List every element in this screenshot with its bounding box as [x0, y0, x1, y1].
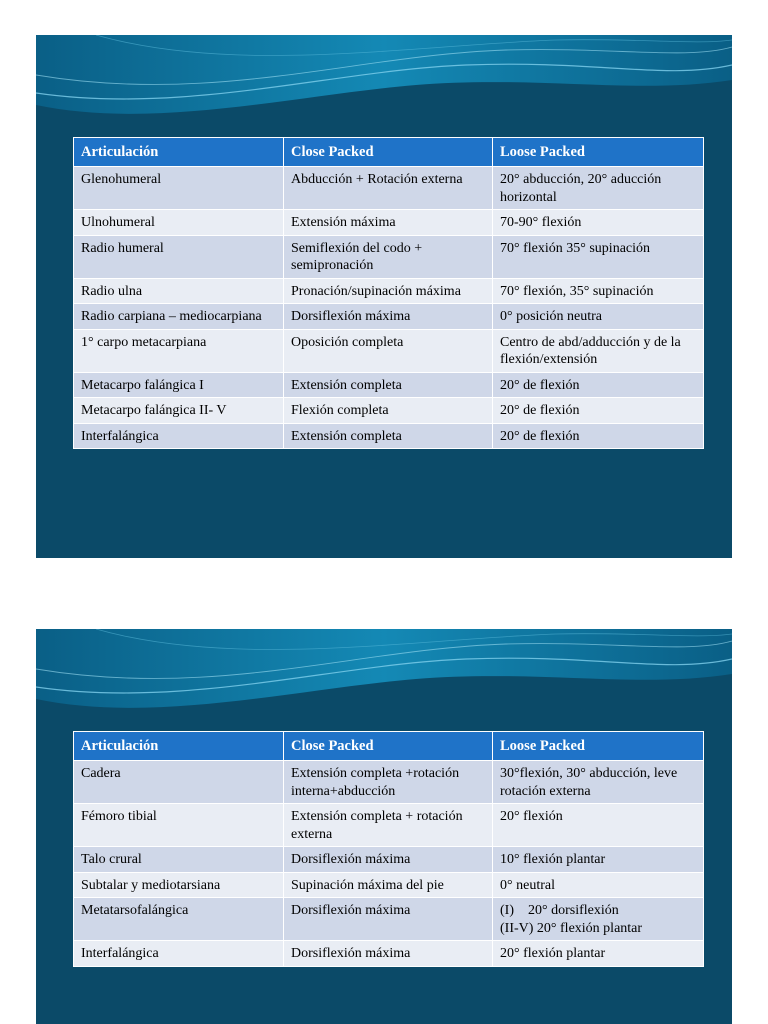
- close-packed-cell: Extensión completa + rotación externa: [284, 804, 493, 847]
- close-packed-cell: Extensión completa +rotación interna+abducción: [284, 761, 493, 804]
- joint-cell: Metacarpo falángica I: [74, 372, 284, 398]
- header-close-packed: Close Packed: [284, 732, 493, 761]
- close-packed-cell: Abducción + Rotación externa: [284, 167, 493, 210]
- joint-cell: Fémoro tibial: [74, 804, 284, 847]
- joint-cell: Glenohumeral: [74, 167, 284, 210]
- wave-banner: [36, 629, 732, 724]
- loose-packed-cell: Centro de abd/adducción y de la flexión/extensión: [493, 329, 704, 372]
- loose-packed-cell: 20° de flexión: [493, 398, 704, 424]
- header-loose-packed: Loose Packed: [493, 138, 704, 167]
- header-loose-packed: Loose Packed: [493, 732, 704, 761]
- loose-packed-cell: 20° de flexión: [493, 423, 704, 449]
- loose-packed-cell: 20° abducción, 20° aducción horizontal: [493, 167, 704, 210]
- loose-packed-cell: 20° flexión: [493, 804, 704, 847]
- joint-cell: Cadera: [74, 761, 284, 804]
- close-packed-cell: Extensión máxima: [284, 210, 493, 236]
- table-row: [74, 372, 704, 398]
- joint-cell: Metacarpo falángica II- V: [74, 398, 284, 424]
- loose-packed-cell: 70° flexión 35° supinación: [493, 235, 704, 278]
- close-packed-cell: Supinación máxima del pie: [284, 872, 493, 898]
- close-packed-cell: Dorsiflexión máxima: [284, 898, 493, 941]
- table-row: [74, 898, 704, 941]
- slide-upper-limb: [36, 35, 732, 558]
- table-row: [74, 398, 704, 424]
- table-row: [74, 235, 704, 278]
- slide-lower-limb: [36, 629, 732, 1024]
- joint-cell: Subtalar y mediotarsiana: [74, 872, 284, 898]
- loose-packed-cell: 30°flexión, 30° abducción, leve rotación externa: [493, 761, 704, 804]
- joint-cell: Radio humeral: [74, 235, 284, 278]
- loose-packed-cell: 70-90° flexión: [493, 210, 704, 236]
- joint-cell: Radio ulna: [74, 278, 284, 304]
- loose-packed-cell: 0° posición neutra: [493, 304, 704, 330]
- joint-cell: 1° carpo metacarpiana: [74, 329, 284, 372]
- table-row: [74, 941, 704, 967]
- header-articulacion: Articulación: [74, 732, 284, 761]
- cell-line: (I) 20° dorsiflexión: [500, 903, 619, 918]
- close-packed-cell: Pronación/supinación máxima: [284, 278, 493, 304]
- table-row: [74, 761, 704, 804]
- joint-cell: Interfalángica: [74, 423, 284, 449]
- joint-cell: Ulnohumeral: [74, 210, 284, 236]
- loose-packed-cell: [493, 898, 704, 941]
- table-row: [74, 304, 704, 330]
- table-header-row: [74, 138, 704, 167]
- table-row: [74, 847, 704, 873]
- close-packed-cell: Extensión completa: [284, 423, 493, 449]
- close-packed-cell: Flexión completa: [284, 398, 493, 424]
- table-row: [74, 872, 704, 898]
- close-packed-cell: Oposición completa: [284, 329, 493, 372]
- table-row: [74, 278, 704, 304]
- loose-packed-cell: 0° neutral: [493, 872, 704, 898]
- cell-line: (II-V) 20° flexión plantar: [500, 920, 643, 936]
- close-packed-cell: Dorsiflexión máxima: [284, 847, 493, 873]
- header-articulacion: Articulación: [74, 138, 284, 167]
- joint-cell: Talo crural: [74, 847, 284, 873]
- close-packed-cell: Dorsiflexión máxima: [284, 941, 493, 967]
- loose-packed-cell: 20° flexión plantar: [493, 941, 704, 967]
- wave-banner: [36, 35, 732, 130]
- loose-packed-cell: 20° de flexión: [493, 372, 704, 398]
- close-packed-cell: Extensión completa: [284, 372, 493, 398]
- table-header-row: [74, 732, 704, 761]
- joint-cell: Radio carpiana – mediocarpiana: [74, 304, 284, 330]
- joint-table-2: [73, 731, 704, 967]
- table-row: [74, 804, 704, 847]
- table-row: [74, 423, 704, 449]
- joint-table-1: [73, 137, 704, 449]
- close-packed-cell: Semiflexión del codo + semipronación: [284, 235, 493, 278]
- joint-cell: Metatarsofalángica: [74, 898, 284, 941]
- table-row: [74, 210, 704, 236]
- table-row: [74, 329, 704, 372]
- header-close-packed: Close Packed: [284, 138, 493, 167]
- joint-cell: Interfalángica: [74, 941, 284, 967]
- loose-packed-cell: 70° flexión, 35° supinación: [493, 278, 704, 304]
- loose-packed-cell: 10° flexión plantar: [493, 847, 704, 873]
- table-row: [74, 167, 704, 210]
- close-packed-cell: Dorsiflexión máxima: [284, 304, 493, 330]
